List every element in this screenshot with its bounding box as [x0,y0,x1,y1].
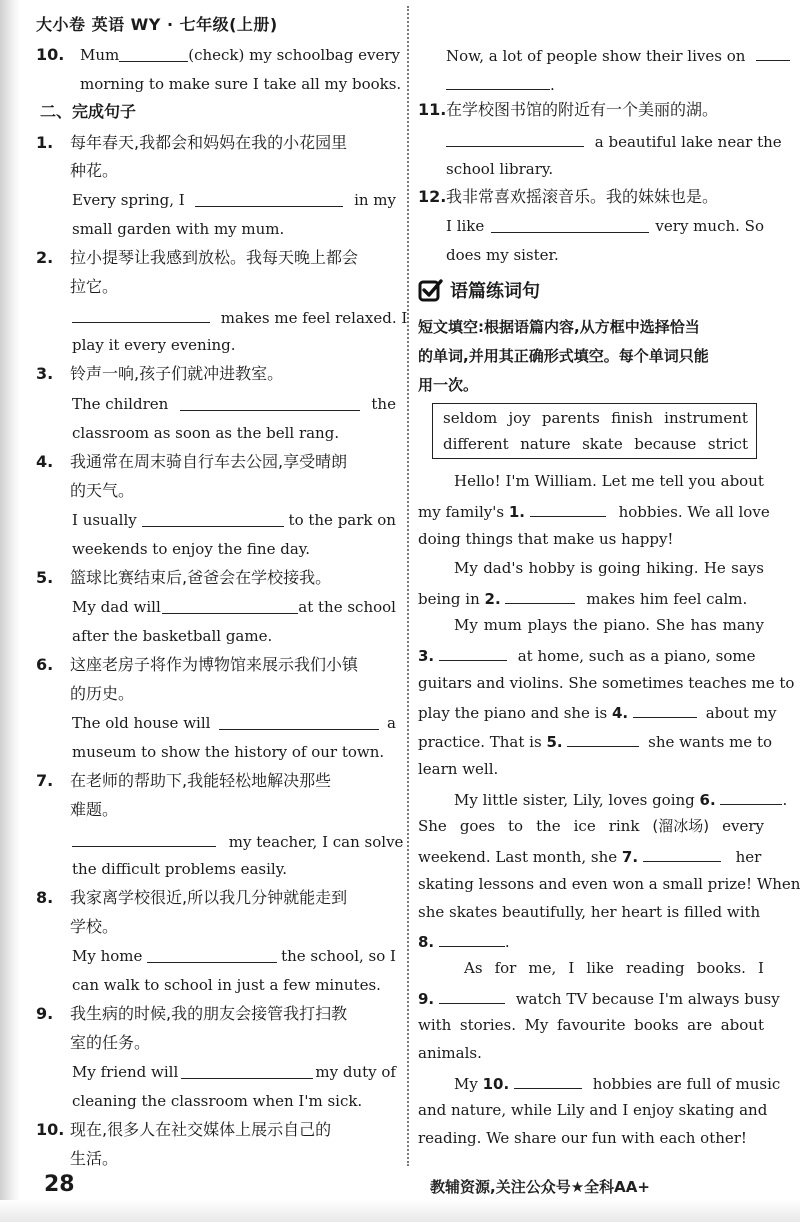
chinese-prompt: 拉它。 [70,277,119,296]
chinese-prompt: 的天气。 [70,481,135,500]
answer-line: My home the school, so I [72,947,396,965]
passage-line: My mum plays the piano. She has many [454,616,764,634]
passage-line: She goes to the ice rink (溜冰场) every [418,817,764,835]
passage-line: 8. . [418,930,510,952]
question-number: 2. [36,248,54,267]
blank[interactable] [439,930,505,947]
word-option: finish [611,409,653,427]
running-header: 大小卷 英语 WY · 七年级(上册) [36,15,278,34]
question-number: 4. [36,452,54,471]
passage-line: being in 2. makes him feel calm. [418,587,747,609]
passage-line: my family's 1. hobbies. We all love [418,500,770,522]
chinese-prompt: 室的任务。 [70,1033,151,1052]
passage-line: weekend. Last month, she 7. her [418,845,761,867]
chinese-prompt: 现在,很多人在社交媒体上展示自己的 [70,1120,332,1139]
answer-line: the difficult problems easily. [72,860,287,878]
chinese-prompt: 这座老房子将作为博物馆来展示我们小镇 [70,655,359,674]
question-number: 10. [36,45,65,64]
page-number: 28 [44,1172,75,1197]
answer-line: My friend will my duty of [72,1063,396,1081]
word-bank [432,403,757,459]
blank[interactable] [491,216,649,233]
answer-line: . [446,73,555,95]
blank[interactable] [181,1062,313,1079]
chinese-prompt: 铃声一响,孩子们就冲进教室。 [70,364,284,383]
instruction-text: 的单词,并用其正确形式填空。每个单词只能 [418,347,709,365]
answer-line: school library. [446,160,554,178]
blank[interactable] [720,788,782,805]
blank[interactable] [505,587,575,604]
word-option: joy [508,409,531,427]
word-option: nature [520,435,571,453]
word-option: instrument [664,409,748,427]
passage-line: 3. at home, such as a piano, some [418,644,755,666]
blank[interactable] [72,306,210,323]
answer-line: makes me feel relaxed. I [72,306,407,328]
question-number: 1. [36,133,54,152]
chinese-prompt: 我通常在周末骑自行车去公园,享受晴朗 [70,452,348,471]
question-number: 9. [36,1004,54,1023]
answer-line: Mum (check) my schoolbag every [80,46,400,64]
passage-line: and nature, while Lily and I enjoy skating and [418,1101,768,1119]
question-number: 12. [418,187,447,206]
answer-line: my teacher, I can solve [72,830,403,852]
chinese-prompt: 生活。 [70,1149,119,1168]
chinese-prompt: 拉小提琴让我感到放松。我每天晚上都会 [70,248,359,267]
answer-line: My dad will at the school [72,598,396,616]
question-number: 3. [36,364,54,383]
blank[interactable] [162,597,298,614]
passage-line: reading. We share our fun with each other! [418,1129,747,1147]
answer-line: classroom as soon as the bell rang. [72,424,340,442]
word-option: different [443,435,509,453]
passage-line: 9. watch TV because I'm always busy [418,987,780,1009]
passage-line: skating lessons and even won a small prize! When [418,875,800,893]
blank[interactable] [439,644,507,661]
instruction-text: 短文填空:根据语篇内容,从方框中选择恰当 [418,318,700,336]
chinese-prompt: 在老师的帮助下,我能轻松地解决那些 [70,771,332,790]
answer-line: morning to make sure I take all my books. [80,75,402,93]
passage-line: doing things that make us happy! [418,530,674,548]
footer-note: 教辅资源,关注公众号★全科AA+ [430,1178,650,1196]
answer-line: weekends to enjoy the fine day. [72,540,311,558]
answer-line: Every spring, I in my [72,191,396,209]
answer-line: cleaning the classroom when I'm sick. [72,1092,363,1110]
answer-line: a beautiful lake near the [446,130,782,152]
passage-line: Hello! I'm William. Let me tell you about [454,472,764,490]
blank[interactable] [72,830,216,847]
instruction-text: 用一次。 [418,376,479,394]
answer-line: The children the [72,395,396,413]
word-option: skate [582,435,623,453]
chinese-prompt: 在学校图书馆的附近有一个美丽的湖。 [446,100,719,119]
blank[interactable] [439,987,505,1004]
section-title: 二、完成句子 [40,102,137,121]
blank[interactable] [756,44,790,61]
passage-line: play the piano and she is 4. about my [418,701,776,723]
blank[interactable] [147,946,277,963]
answer-line: play it every evening. [72,336,236,354]
answer-line: The old house will a [72,714,396,732]
answer-line: small garden with my mum. [72,220,285,238]
question-number: 7. [36,771,54,790]
question-number: 5. [36,568,54,587]
answer-line: after the basketball game. [72,627,273,645]
answer-line: I like very much. So [446,217,764,235]
blank[interactable] [119,45,188,62]
answer-line: I usually to the park on [72,511,396,529]
blank[interactable] [530,500,606,517]
blank[interactable] [567,730,639,747]
word-option: strict [707,435,748,453]
chinese-prompt: 学校。 [70,917,119,936]
passage-line: practice. That is 5. she wants me to [418,730,772,752]
passage-line: My 10. hobbies are full of music [454,1072,780,1094]
chinese-prompt: 我生病的时候,我的朋友会接管我打扫教 [70,1004,348,1023]
blank[interactable] [219,713,379,730]
chinese-prompt: 难题。 [70,800,119,819]
chinese-prompt: 的历史。 [70,684,135,703]
passage-line: guitars and violins. She sometimes teaches me to [418,674,795,692]
chinese-prompt: 种花。 [70,161,119,180]
check-square-icon [418,278,444,304]
passage-line: My little sister, Lily, loves going 6. . [454,788,787,810]
page-edge-shadow [0,0,20,1222]
blank[interactable] [643,845,721,862]
blank[interactable] [142,510,284,527]
passage-line: with stories. My favourite books are about [418,1016,764,1034]
blank[interactable] [195,190,343,207]
word-bank-row [443,435,748,453]
chinese-prompt: 每年春天,我都会和妈妈在我的小花园里 [70,133,348,152]
blank[interactable] [446,73,550,90]
blank[interactable] [633,701,697,718]
blank[interactable] [180,394,360,411]
passage-line: she skates beautifully, her heart is filled with [418,903,761,921]
question-number: 11. [418,100,447,119]
answer-line: does my sister. [446,246,559,264]
answer-line: museum to show the history of our town. [72,743,385,761]
question-number: 10. [36,1120,65,1139]
answer-line: Now, a lot of people show their lives on [446,44,790,66]
chinese-prompt: 我家离学校很近,所以我几分钟就能走到 [70,888,348,907]
section-title: 语篇练词句 [450,281,540,302]
passage-line: learn well. [418,760,499,778]
word-option: because [634,435,697,453]
word-option: parents [541,409,600,427]
passage-line: As for me, I like reading books. I [464,959,764,977]
column-divider [407,6,409,1166]
word-bank-row [443,409,748,427]
passage-line: animals. [418,1044,482,1062]
answer-line: can walk to school in just a few minutes. [72,976,381,994]
chinese-prompt: 我非常喜欢摇滚音乐。我的妹妹也是。 [446,187,719,206]
chinese-prompt: 篮球比赛结束后,爸爸会在学校接我。 [70,568,332,587]
word-option: seldom [443,409,498,427]
blank[interactable] [514,1072,582,1089]
question-number: 6. [36,655,54,674]
passage-line: My dad's hobby is going hiking. He says [454,559,764,577]
bottom-edge-shadow [0,1200,800,1222]
question-number: 8. [36,888,54,907]
blank[interactable] [446,130,584,147]
